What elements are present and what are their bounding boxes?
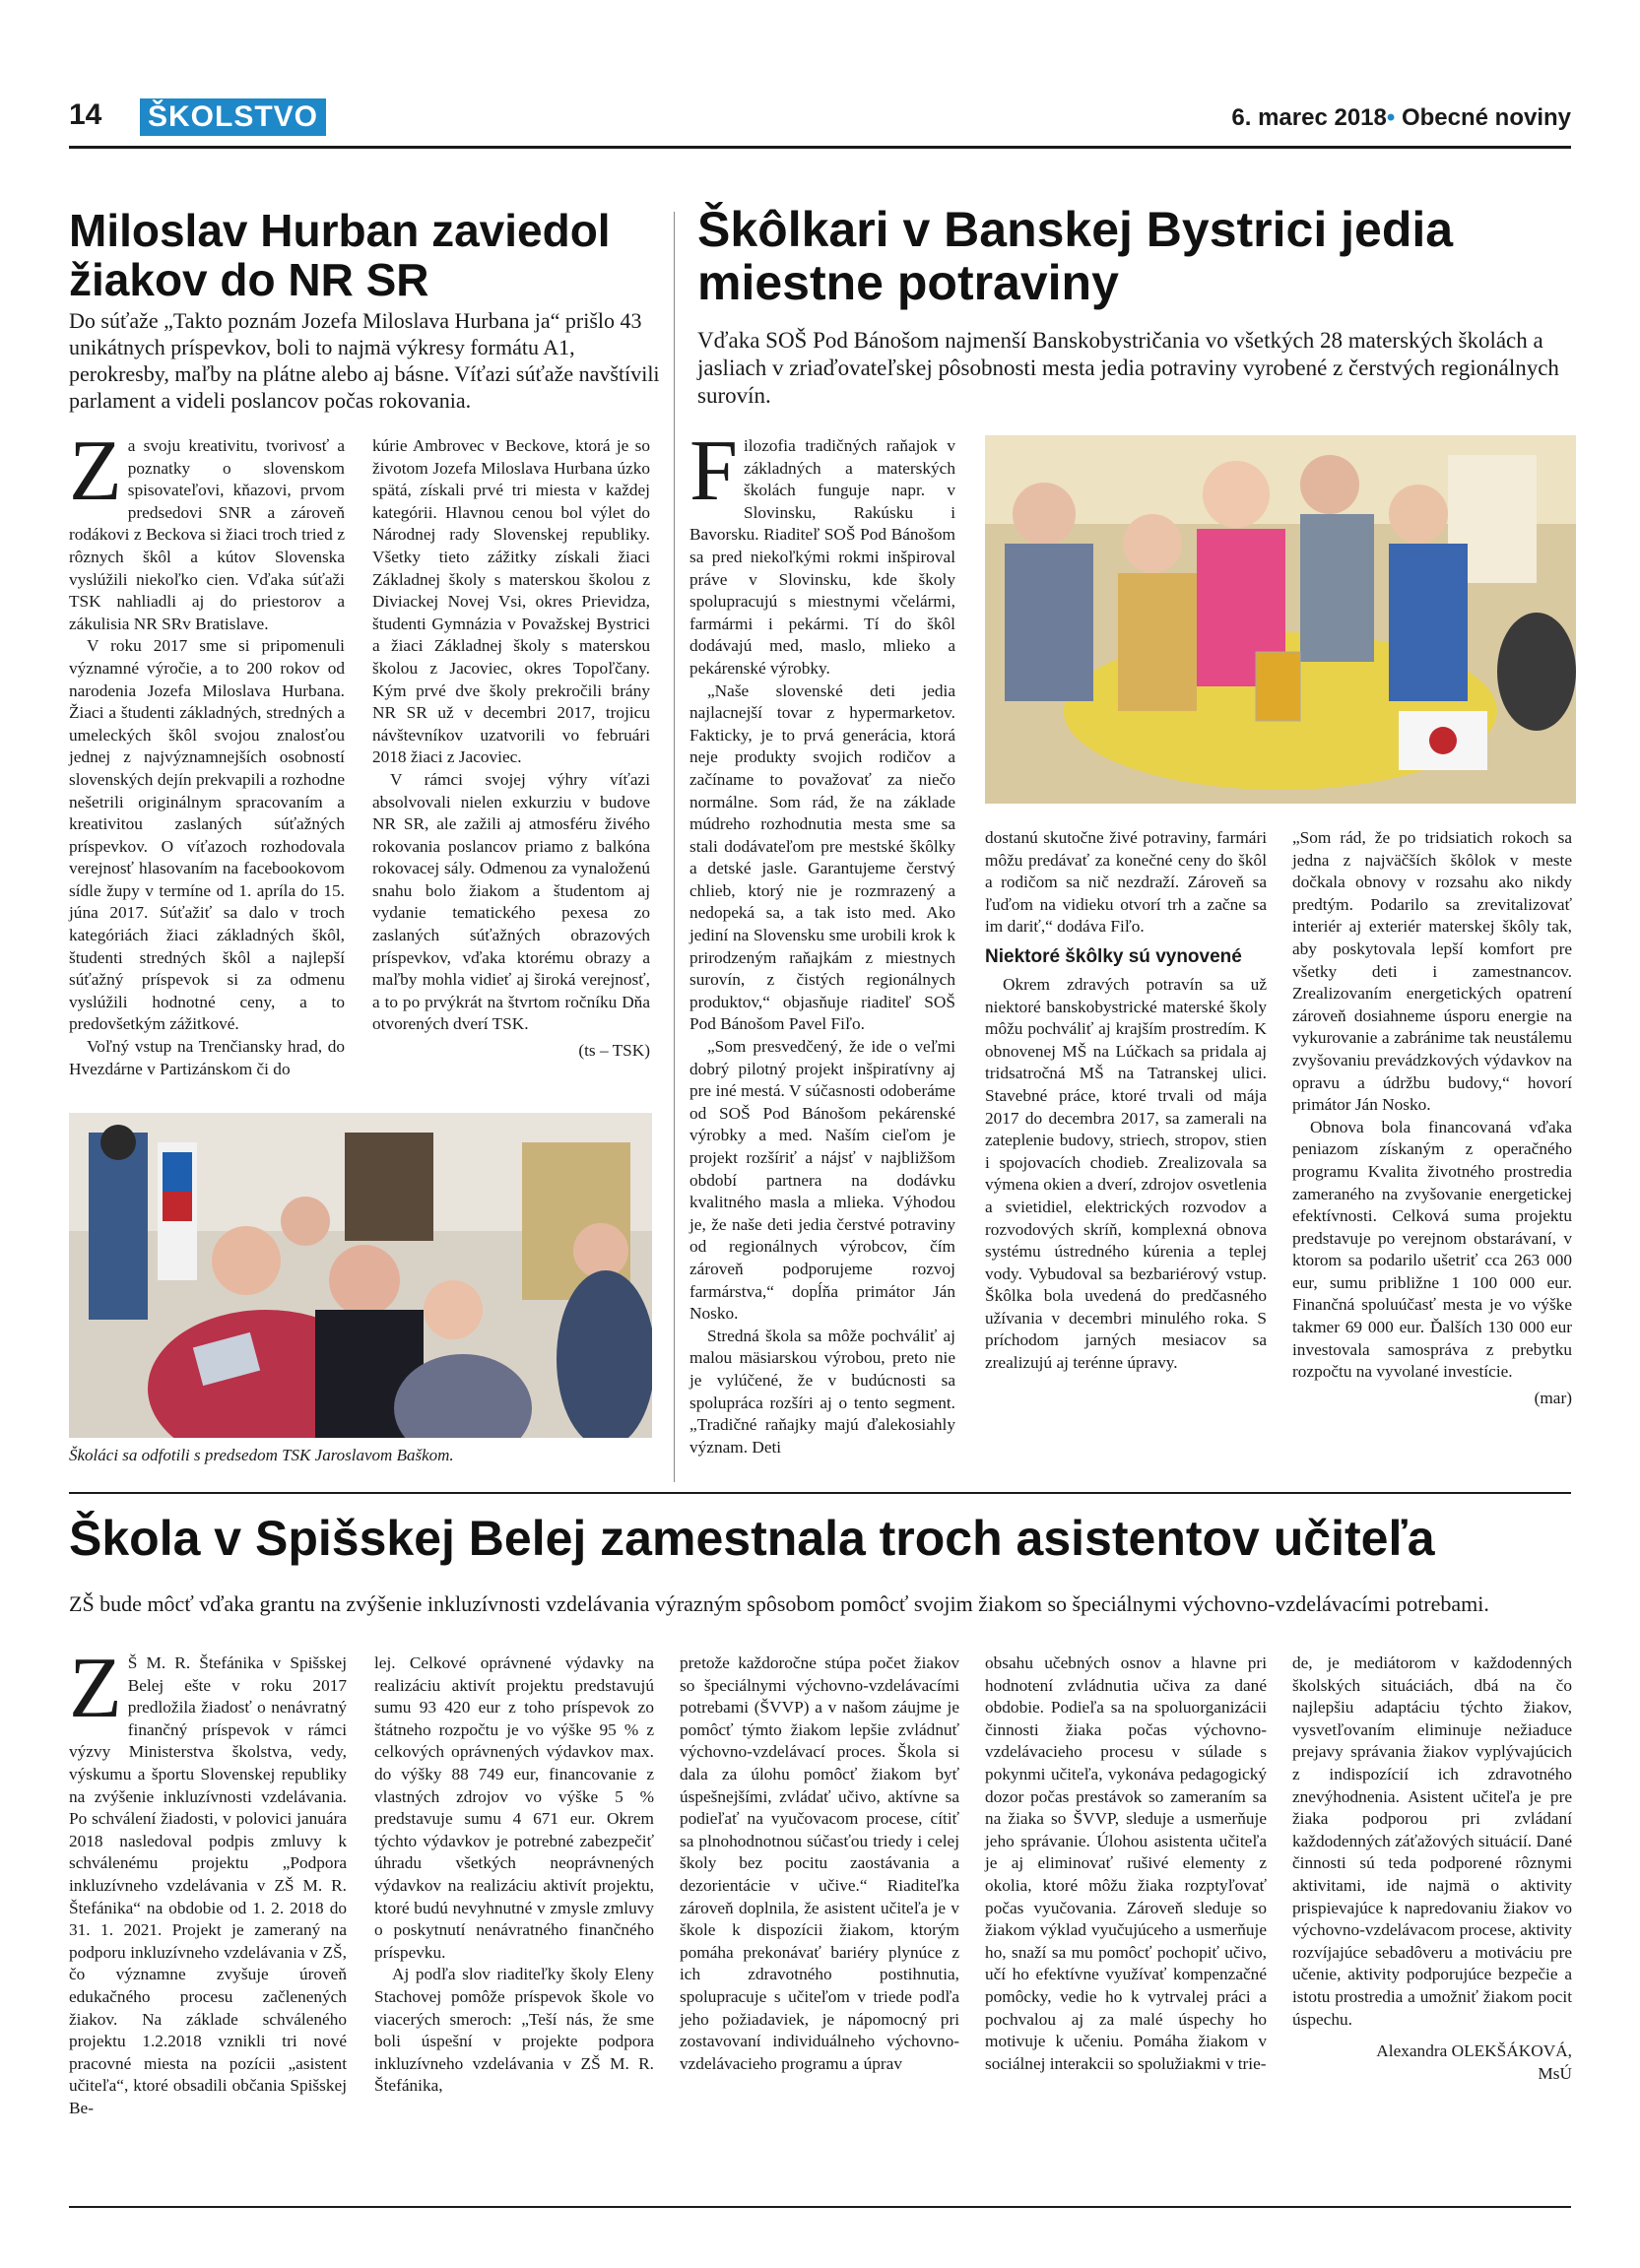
- article1-caption: Školáci sa odfotili s predsedom TSK Jaroslavom Baškom.: [69, 1446, 454, 1464]
- article1-column-2: [372, 435, 650, 1063]
- article2-title: Škôlkari v Banskej Bystrici jedia miestne potraviny: [697, 202, 1454, 310]
- article2-dropcap: F: [689, 423, 738, 519]
- section-label: ŠKOLSTVO: [140, 98, 326, 136]
- paragraph: obsahu učebných osnov a hlavne pri hodnotení zvládnutia učiva za dané obdobie. Podieľa sa na spoluorganizácii činnosti žiaka počas výchovno-vzdelávacieho procesu v súlade s pokynmi učiteľa, vykonáva pedagogický dozor počas prestávok so zameraním sa na žiaka so ŠVVP, sleduje a usmerňuje jeho správanie. Úlohou asistenta učiteľa je aj eliminovať rušivé elementy z okolia, ktoré môžu žiaka rozptyľovať počas vyučovania. Zároveň sleduje so žiakom výklad vyučujúceho a usmerňuje ho, snaží sa mu pomôcť pochopiť učivo, učí ho efektívne využívať kompenzačné pomôcky, vedie ho k vytrvalej práci a pochvalou aj za malé úspechy ho motivuje k učeniu. Pomáha žiakom v sociálnej interakcii so spolužiakmi v trie-: [985, 1653, 1267, 2073]
- paragraph: Voľný vstup na Trenčiansky hrad, do Hvezdárne v Partizánskom či do: [69, 1037, 345, 1078]
- article3-signature-org: MsÚ: [1538, 2063, 1572, 2083]
- article2-column-1: [689, 423, 955, 1458]
- newspaper-name: Obecné noviny: [1401, 104, 1571, 131]
- issue-date: 6. marec 2018: [1231, 104, 1387, 131]
- column-divider: [674, 212, 675, 1482]
- article2-photo: [985, 435, 1576, 804]
- bottom-rule: [69, 2206, 1571, 2208]
- header-rule: [69, 146, 1571, 149]
- article2-column-2: [985, 827, 1267, 1375]
- paragraph: V rámci svojej výhry víťazi absolvovali nielen exkurziu v budove NR SR, ale zažili aj atmosféru živého rokovania poslancov priamo z balkóna rokovacej sály. Odmenou za vynaloženú snahu bolo žiakom a študentom aj vydanie tematického pexesa zo zaslaných súťažných obrazových príspevkov, vďaka ktorému obrazy a maľby mohla vidieť aj široká verejnosť, a to po prvýkrát na štvrtom ročníku Dňa otvorených dverí TSK.: [372, 769, 650, 1034]
- paragraph: pretože každoročne stúpa počet žiakov so špeciálnymi výchovno-vzdelávacími potrebami (ŠVVP) a v našom záujme je pomôcť týmto žiakom lepšie zvládnuť výchovno-vzdelávací proces. Škola si dala za úlohu pomôcť žiakom byť úspešnejšími, zvládať učivo, aktívne sa podieľať na vyučovacom procese, cítiť sa plnohodnotnou súčasťou triedy i celej školy bez pocitu zaostávania a dezorientácie v učive.“ Riaditeľka zároveň doplnila, že asistent učiteľa je v škole k dispozícii žiakom, ktorým pomáha prekonávať bariéry plynúce z ich zdravotného postihnutia, spolupracuje s učiteľom v triede podľa jeho požiadaviek, je nápomocný pri zostavovaní individuálneho výchovno-vzdelávacieho programu a úprav: [680, 1653, 959, 2073]
- paragraph: dostanú skutočne živé potraviny, farmári môžu predávať za konečné ceny do škôl a rodičom sa nič nezdraží. Zároveň sa ľuďom na vidieku otvorí trh a začne sa im dariť,“ dodáva Fiľo.: [985, 828, 1267, 937]
- article1-column-1: [69, 423, 345, 1080]
- article3-lead: ZŠ bude môcť vďaka grantu na zvýšenie inkluzívnosti vzdelávania výrazným spôsobom pomôcť svojim žiakom so špeciálnymi výchovno-vzdelávacími potrebami.: [69, 1591, 1489, 1616]
- article2-lead: Vďaka SOŠ Pod Bánošom najmenší Banskobystričania vo všetkých 28 materských školách a jasliach v zriaďovateľskej pôsobnosti mesta jedia potraviny vyrobené z čerstvých regionálnych surovín.: [697, 328, 1559, 408]
- article3-column-3: [680, 1652, 959, 2075]
- paragraph: V roku 2017 sme si pripomenuli významné výročie, a to 200 rokov od narodenia Jozefa Miloslava Hurbana. Žiaci a študenti základných, stredných a umeleckých škôl svojou znalosťou jednej z najvýznamnejších osobností slovenských dejín prekvapili a rozhodne nešetrili originálnym spracovaním a kreativitou zaslaných súťažných príspevkov. O víťazoch rozhodovala verejnosť hlasovaním na facebookovom sídle župy v termíne od 1. apríla do 15. júna 2017. Súťažiť sa dalo v troch kategóriách žiaci základných škôl, študenti stredných škôl a najlepší súťažný príspevok si za odmenu vyslúžili hodnotné ceny, a to predovšetkým zážitkové.: [69, 636, 345, 1034]
- article2-signature: (mar): [1534, 1388, 1572, 1407]
- page-number: 14: [69, 98, 102, 131]
- article1-signature: (ts – TSK): [578, 1041, 650, 1061]
- paragraph: Aj podľa slov riaditeľky školy Eleny Stachovej pomôže príspevok škole vo viacerých smeroch: „Teší nás, že sme boli úspešní v projekte podpora inkluzívneho vzdelávania v ZŠ M. R. Štefánika,: [374, 1965, 654, 2096]
- photo-school-visit: [69, 1113, 652, 1438]
- section-rule: [69, 1492, 1571, 1494]
- article2-subhead: Niektoré škôlky sú vynovené: [985, 945, 1242, 967]
- paragraph: a svoju kreativitu, tvorivosť a poznatky o slovenskom spisovateľovi, kňazovi, prvom predsedovi SNR a zároveň rodákovi z Beckova si žiaci troch tried z rôznych škôl a kútov Slovenska vyslúžili niekoľko cien. Vďaka súťaži TSK nahliadli aj do priestorov a zákulisia NR SRv Bratislave.: [69, 436, 345, 633]
- paragraph: kúrie Ambrovec v Beckove, ktorá je so životom Jozefa Miloslava Hurbana úzko spätá, získali prvé tri miesta v každej kategórii. Hlavnou cenou bol výlet do Národnej rady Slovenskej republiky. Všetky tieto zážitky získali žiaci Základnej školy s materskou školou z Diviackej Novej Vsi, okres Prievidza, študenti Gymnázia v Považskej Bystrici a žiaci Základnej školy s materskou školou z Jacoviec, okres Topoľčany. Kým prvé dve školy prekročili brány NR SR už v decembri 2017, trojicu návštevníkov uzatvorili vo februári 2018 žiaci z Jacoviec.: [372, 436, 650, 767]
- article3-title: Škola v Spišskej Belej zamestnala troch asistentov učiteľa: [69, 1511, 1435, 1566]
- article1-title: Miloslav Hurban zaviedol žiakov do NR SR: [69, 205, 611, 305]
- paragraph: Okrem zdravých potravín sa už niektoré banskobystrické materské školy môžu pochváliť aj krajším prostredím. K obnovenej MŠ na Lúčkach sa pridala aj tridsatročná MŠ na Tatranskej ulici. Stavebné práce, ktoré trvali od mája 2017 do decembra 2017, sa zamerali na zateplenie budovy, striech, stropov, stien i spojovacích chodieb. Zrealizovala sa výmena okien a dverí, zdrojov osvetlenia a svietidiel, elektrických rozvodov a rozvodových skríň, komplexná obnova systému ústredného kúrenia a teplej vody. Vybudoval sa bezbariérový vstup. Škôlka bola uvedená do predčasného užívania v decembri minulého roka. S príchodom jarných mesiacov sa zrealizujú aj terénne úpravy.: [985, 974, 1267, 1373]
- article3-column-2: [374, 1652, 654, 2098]
- photo-kindergarten-breakfast: [985, 435, 1576, 804]
- paragraph: ilozofia tradičných raňajok v základných a materských školách funguje napr. v Slovinsku, Rakúsku i Bavorsku. Riaditeľ SOŠ Pod Bánošom sa pred niekoľkými rokmi inšpiroval práve v Slovinsku, kde školy spolupracujú s miestnymi včelármi, farmármi i pekármi. Tí do škôl dodávajú med, maslo, mlieko a pekárenské výrobky.: [689, 436, 955, 678]
- article1-dropcap: Z: [69, 423, 122, 519]
- paragraph: Š M. R. Štefánika v Spišskej Belej ešte v roku 2017 predložila žiadosť o nenávratný finančný príspevok v rámci výzvy Ministerstva školstva, vedy, výskumu a športu Slovenskej republiky na zvýšenie inkluzívnosti vzdelávania. Po schválení žiadosti, v polovici januára 2018 nasledoval podpis zmluvy k schválenému projektu „Podpora inkluzívneho vzdelávania v ZŠ M. R. Štefánika“ na obdobie od 1. 2. 2018 do 31. 1. 2021. Projekt je zameraný na podporu inkluzívneho vzdelávania v ZŠ, čo významne zvyšuje úroveň edukačného procesu začlenených žiakov. Na základe schváleného projektu 1.2.2018 vznikli tri nové pracovné miesta na pozícii „asistent učiteľa“, ktoré obsadili občania Spišskej Be-: [69, 1653, 347, 2117]
- article3-dropcap: Z: [69, 1641, 122, 1736]
- paragraph: lej. Celkové oprávnené výdavky na realizáciu aktivít projektu predstavujú sumu 93 420 eur z toho príspevok zo štátneho rozpočtu je vo výške 95 % z celkových oprávnených výdavkov max. do výšky 88 749 eur, financovanie z vlastných zdrojov vo výške 5 % predstavuje sumu 4 671 eur. Okrem týchto výdavkov je potrebné zabezpečiť úhradu všetkých neoprávnených výdavkov na realizáciu aktivít projektu, ktoré budú nevyhnutné v zmysle zmluvy o poskytnutí nenávratného finančného príspevku.: [374, 1653, 654, 1962]
- bullet: •: [1386, 104, 1396, 131]
- paragraph: de, je mediátorom v každodenných školských situáciách, dbá na čo najlepšiu adaptáciu týchto žiakov, vysvetľovaním eliminuje nežiaduce prejavy správania žiakov vyplývajúcich z indispozícií ich zdravotného znevýhodnenia. Asistent učiteľa je pre žiaka podporou pri zvládaní každodenných záťažových situácií. Dané činnosti sú teda podporené rôznymi aktivitami, ide najmä o aktivity prispievajúce k napredovaniu žiakov vo výchovno-vzdelávacom procese, aktivity rozvíjajúce sebadôveru a motiváciu pre učenie, aktivity podporujúce bezpečie a istotu prostredia a umožniť žiakom pocit úspechu.: [1292, 1653, 1572, 2029]
- paragraph: „Som rád, že po tridsiatich rokoch sa jedna z najväčších škôlok v meste dočkala obnovy v rozsahu ako nikdy predtým. Podarilo sa zrevitalizovať interiér aj exteriér materskej škôly tak, aby poskytovala lepší komfort pre všetky deti i zamestnancov. Zrealizovaním energetických opatrení zároveň dosiahneme úsporu energie na vykurovanie a zabránime tak neustálemu zvyšovaniu prevádzkových výdavkov na opravu a údržbu budovy,“ hovorí primátor Ján Nosko.: [1292, 828, 1572, 1115]
- article3-signature-name: Alexandra OLEKŠÁKOVÁ,: [1376, 2041, 1572, 2061]
- article1-lead: Do súťaže „Takto poznám Jozefa Miloslava Hurbana ja“ prišlo 43 unikátnych príspevkov, boli to najmä výkresy formátu A1, perokresby, maľby na plátne alebo aj básne. Víťazi súťaže navštívili parlament a videli poslancov počas rokovania.: [69, 308, 660, 413]
- article2-column-3: [1292, 827, 1572, 1409]
- article1-photo: [69, 1113, 652, 1438]
- paragraph: Obnova bola financovaná vďaka peniazom získaným z operačného programu Kvalita životného prostredia zameraného na zvyšovanie energetickej efektívnosti. Celková suma projektu predstavuje po verejnom obstarávaní, v ktorom sa podarilo ušetriť cca 263 000 eur, sumu približne 1 100 000 eur. Finančná spoluúčasť mesta je vo výške takmer 69 000 eur. Ďalších 130 000 eur investovala samospráva z prebytku rozpočtu na vyvolané investície.: [1292, 1117, 1572, 1382]
- paragraph: „Naše slovenské deti jedia najlacnejší tovar z hypermarketov. Fakticky, je to prvá generácia, ktorá neje produkty svojich rodičov a začíname to považovať za niečo normálne. Som rád, že na základe múdreho rozhodnutia mesta sme sa stali dodávateľom pre mestské škôlky a detské jasle. Garantujeme čerstvý chlieb, ktorý nie je rozmrazený a nedopeká sa, a tak isto med. Ako jediní na Slovensku sme urobili krok k prirodzeným raňajkám z miestnych surovín, z čistých regionálnych produktov,“ objasňuje riaditeľ SOŠ Pod Bánošom Pavel Fiľo.: [689, 680, 955, 1034]
- paragraph: Stredná škola sa môže pochváliť aj malou mäsiarskou výrobou, preto nie je vylúčené, že v budúcnosti sa spolupráca rozšíri aj o tento segment. „Tradičné raňajky majú ďalekosiahly význam. Deti: [689, 1326, 955, 1457]
- paragraph: „Som presvedčený, že ide o veľmi dobrý pilotný projekt inšpiratívny aj pre iné mestá. V súčasnosti odoberáme od SOŠ Pod Bánošom pekárenské výrobky a med. Naším cieľom je projekt rozšíriť a nájsť v najbližšom období partnera na dodávku kvalitného masla a mlieka. Výhodou je, že naše deti jedia čerstvé potraviny od regionálnych výrobcov, čím zároveň podporujeme rozvoj farmárstva,“ dopĺňa primátor Ján Nosko.: [689, 1037, 955, 1324]
- dateline: [1231, 104, 1571, 132]
- article3-column-5: [1292, 1652, 1572, 2085]
- article3-column-4: [985, 1652, 1267, 2075]
- article3-column-1: [69, 1641, 347, 2119]
